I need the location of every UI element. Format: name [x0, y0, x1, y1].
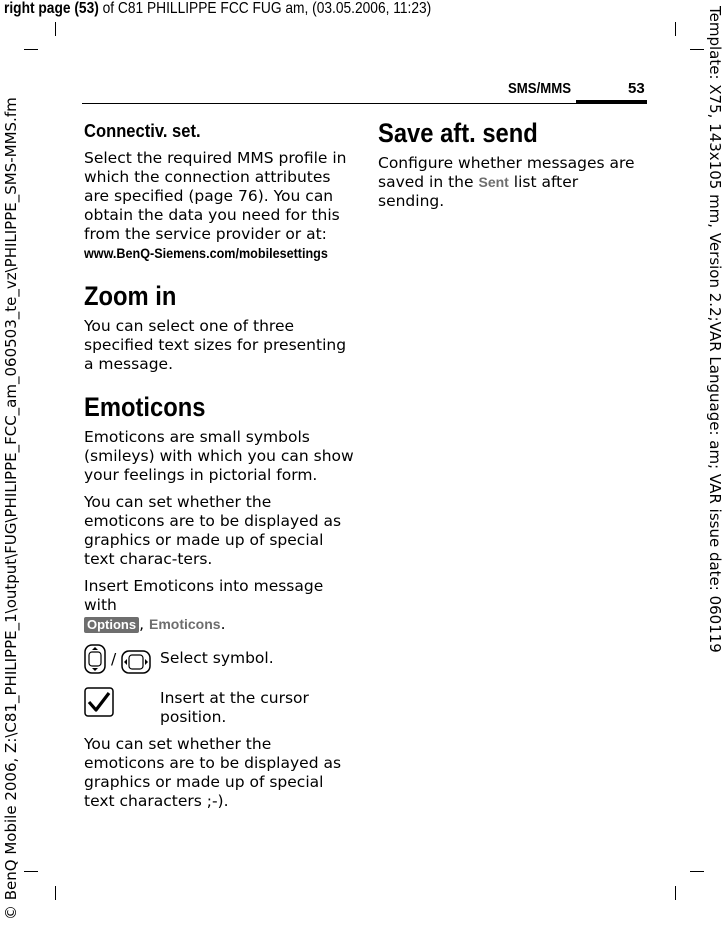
crop-mark — [690, 871, 704, 872]
zoom-heading: Zoom in — [84, 281, 177, 311]
right-column — [378, 118, 640, 219]
emoticons-heading: Emoticons — [84, 392, 206, 422]
confirm-key — [84, 687, 160, 727]
connectiv-body — [84, 149, 356, 263]
crop-mark — [675, 22, 676, 36]
crop-mark — [24, 49, 38, 50]
print-header — [4, 0, 431, 18]
print-header-page: right page (53) — [4, 0, 99, 17]
zoom-body: You can select one of three specified text sizes for presenting a message. — [84, 317, 347, 373]
crop-mark — [24, 871, 38, 872]
page-number: 53 — [628, 80, 645, 97]
save-body-suffix: list after sending. — [378, 173, 579, 210]
connectiv-heading: Connectiv. set. — [84, 121, 201, 141]
crop-mark — [55, 886, 56, 900]
side-file-path: © BenQ Mobile 2006, Z:\C81_PHILIPPE_1\output\FUG\PHILIPPE_FCC_am_060503_te_vz\PHILIPPE_SMS-MMS.fm — [2, 97, 20, 920]
emoticons-insert — [84, 577, 356, 634]
insert-cursor-text: Insert at the cursor position. — [160, 689, 309, 726]
checkmark-icon — [84, 687, 114, 717]
settings-url: www.BenQ-Siemens.com/mobilesettings — [84, 245, 328, 261]
emoticons-body2: You can set whether the emoticons are to be displayed as graphics or made up of special text charac-ters. — [84, 493, 342, 568]
emoticons-body1: Emoticons are small symbols (smileys) with which you can show your feelings in pictorial form. — [84, 428, 354, 484]
side-template-info: Template: X75, 143x105 mm, Version 2.2;VAR Language: am; VAR issue date: 060119 — [706, 6, 724, 653]
page-header-title: SMS/MMS — [508, 80, 572, 97]
left-column — [84, 122, 356, 819]
print-header-info: of C81 PHILLIPPE FCC FUG am, (03.05.2006, 11:23) — [98, 0, 432, 17]
emoticons-body3: You can set whether the emoticons are to be displayed as graphics or made up of special text characters ;-). — [84, 735, 342, 810]
crop-mark — [55, 22, 56, 36]
select-symbol-text: Select symbol. — [160, 649, 274, 667]
nav-left-right-icon — [121, 650, 151, 674]
sent-menu-term: Sent — [478, 174, 509, 190]
header-rule-thick — [576, 100, 647, 104]
crop-mark — [675, 886, 676, 900]
options-softkey: Options — [84, 617, 139, 633]
connectiv-text: Select the required MMS profile in which the connection attributes are specified (page 76). You can obtain the data you need for this from the service provider or at: — [84, 149, 347, 243]
crop-mark — [690, 49, 704, 50]
navigation-keys — [84, 644, 160, 679]
insert-prefix: Insert Emoticons into message with — [84, 577, 324, 614]
icon-row-select — [84, 644, 356, 679]
slash: / — [110, 650, 117, 668]
icon-row-insert — [84, 687, 356, 727]
end-period: . — [220, 615, 226, 633]
nav-up-down-icon — [84, 644, 106, 674]
emoticons-menu-term: Emoticons — [148, 616, 221, 632]
header-rule — [82, 103, 647, 104]
save-body-prefix: Configure whether messages are saved in the — [378, 154, 635, 191]
save-after-send-body — [378, 154, 640, 211]
separator: , — [139, 615, 145, 633]
save-after-send-heading: Save aft. send — [378, 118, 538, 148]
